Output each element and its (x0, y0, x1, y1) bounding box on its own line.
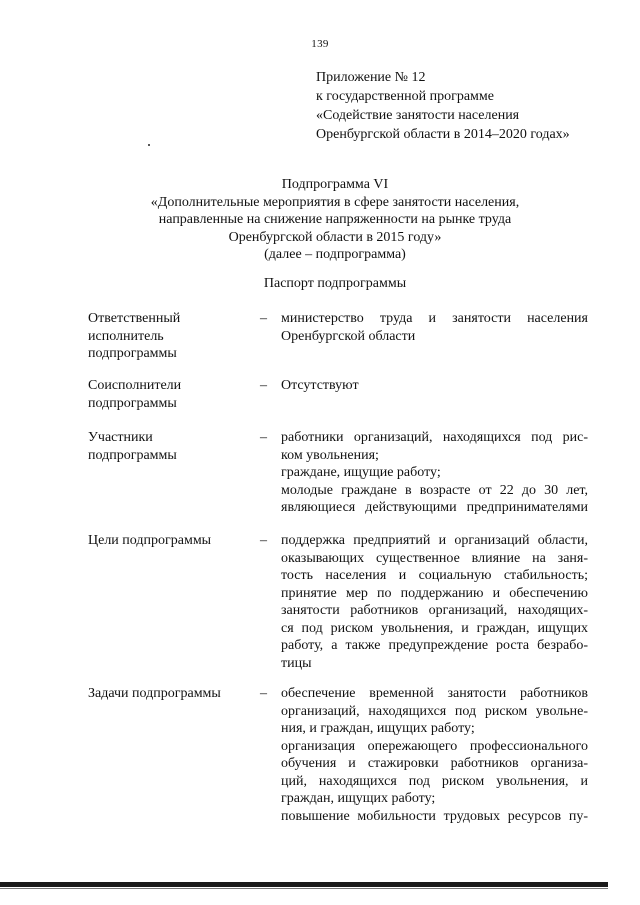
label-line: исполнитель (88, 328, 164, 344)
value-line: ком увольнения; (281, 447, 379, 463)
value-line: тость населения и социальную стабильность; (281, 568, 588, 583)
appendix-header (316, 68, 616, 144)
value-line: министерство труда и занятости населения (281, 311, 588, 326)
value-line: занятости работников организаций, находящих- (281, 603, 588, 618)
appendix-line: к государственной программе (316, 89, 494, 104)
label-line: подпрограммы (88, 395, 177, 411)
row-dash: – (260, 686, 267, 701)
value-line: поддержка предприятий и организаций области, (281, 533, 588, 548)
scan-bottom-edge (0, 882, 608, 887)
subprogram-line: Подпрограмма VI (281, 177, 389, 192)
value-line: обеспечение временной занятости работников (281, 686, 588, 701)
value-line: ций, находящихся под риском увольнения, и (281, 773, 588, 789)
subprogram-line: «Дополнительные мероприятия в сфере занятости населения, (150, 194, 520, 210)
value-line: работу, а также предупреждение роста безрабо- (281, 638, 588, 653)
value-line: ся под риском увольнения, и граждан, ищущих (281, 620, 588, 636)
value-line: повышение мобильности трудовых ресурсов пу- (281, 808, 588, 824)
value-line: тицы (281, 655, 312, 671)
passport-title: Паспорт подпрограммы (263, 276, 407, 291)
row-value (281, 377, 588, 395)
row-value (281, 429, 588, 517)
page-number: 139 (311, 38, 329, 50)
row-value (281, 532, 588, 672)
subprogram-line: (далее – подпрограмма) (264, 247, 406, 262)
appendix-line: Приложение № 12 (316, 70, 426, 85)
row-dash: – (260, 430, 267, 445)
subprogram-line: направленные на снижение напряженности на рынке труда (158, 212, 512, 227)
appendix-line: «Содействие занятости населения (316, 108, 520, 123)
row-label (88, 429, 248, 464)
row-label (88, 685, 248, 703)
value-line: ния, и граждан, ищущих работу; (281, 721, 475, 736)
value-line: оказывающих существенное влияние на заня- (281, 550, 588, 566)
value-line: работники организаций, находящихся под рис- (281, 430, 588, 445)
row-label (88, 310, 248, 363)
row-dash: – (260, 533, 267, 548)
subprogram-line: Оренбургской области в 2015 году» (228, 229, 442, 245)
value-line: принятие мер по поддержанию и обеспечению (281, 585, 588, 601)
value-line: организаций, находящихся под риском увольне- (281, 703, 588, 719)
label-line: подпрограммы (88, 447, 177, 463)
value-line: Оренбургской области (281, 328, 416, 344)
value-line: обучения и стажировки работников организа- (281, 756, 588, 771)
value-line: граждане, ищущие работу; (281, 465, 441, 480)
row-value (281, 310, 588, 345)
subprogram-title (40, 176, 630, 264)
label-line: Цели подпрограммы (88, 533, 212, 548)
appendix-line: Оренбургской области в 2014–2020 годах» (316, 127, 570, 142)
label-line: Участники (88, 430, 153, 445)
value-line: граждан, ищущих работу; (281, 791, 436, 806)
label-line: подпрограммы (88, 346, 177, 361)
value-line: организация опережающего профессионального (281, 738, 588, 754)
value-line: являющиеся действующими предпринимателями (281, 500, 588, 515)
stray-dot (148, 144, 150, 146)
label-line: Ответственный (88, 311, 181, 326)
row-dash: – (260, 378, 267, 393)
row-label (88, 532, 248, 550)
row-dash: – (260, 311, 267, 326)
value-line: Отсутствуют (281, 378, 359, 393)
scan-bottom-edge-shadow (0, 888, 608, 889)
label-line: Соисполнители (88, 378, 182, 393)
row-value (281, 685, 588, 825)
label-line: Задачи подпрограммы (88, 686, 221, 701)
value-line: молодые граждане в возрасте от 22 до 30 лет, (281, 482, 588, 498)
row-label (88, 377, 248, 412)
